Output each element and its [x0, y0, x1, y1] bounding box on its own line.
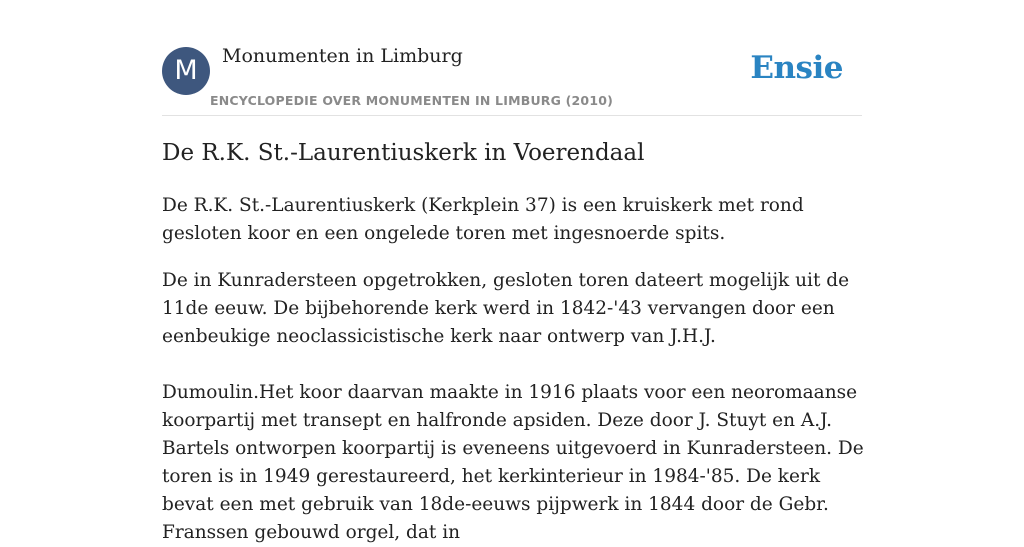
- site-subtitle: ENCYCLOPEDIE OVER MONUMENTEN IN LIMBURG (2010): [210, 93, 614, 108]
- site-header: [162, 0, 862, 116]
- avatar[interactable]: M: [162, 47, 210, 95]
- article-paragraph: Dumoulin.Het koor daarvan maakte in 1916 plaats voor een neoromaanse koorpartij met transept en halfronde apsiden. Deze door J. Stuyt en A.J. Bartels ontworpen koorpartij is eveneens uitgevoerd in Kunradersteen. De toren is in 1949 gerestaureerd, het kerkinterieur in 1984-'85. De kerk bevat een met gebruik van 18de-eeuws pijpwerk in 1844 door de Gebr. Franssen gebouwd orgel, dat in: [162, 382, 864, 543]
- site-title[interactable]: Monumenten in Limburg: [222, 45, 463, 67]
- page: [162, 0, 864, 543]
- article-title: De R.K. St.-Laurentiuskerk in Voerendaal: [162, 140, 645, 166]
- brand-logo[interactable]: Ensie: [750, 50, 843, 86]
- article-paragraph: De R.K. St.-Laurentiuskerk (Kerkplein 37) is een kruiskerk met rond gesloten koor en een ongelede toren met ingesnoerde spits.: [162, 195, 804, 244]
- article-paragraph: De in Kunradersteen opgetrokken, gesloten toren dateert mogelijk uit de 11de eeuw. De bijbehorende kerk werd in 1842-'43 vervangen door een eenbeukige neoclassicistische kerk naar ontwerp van J.H.J.: [162, 270, 850, 347]
